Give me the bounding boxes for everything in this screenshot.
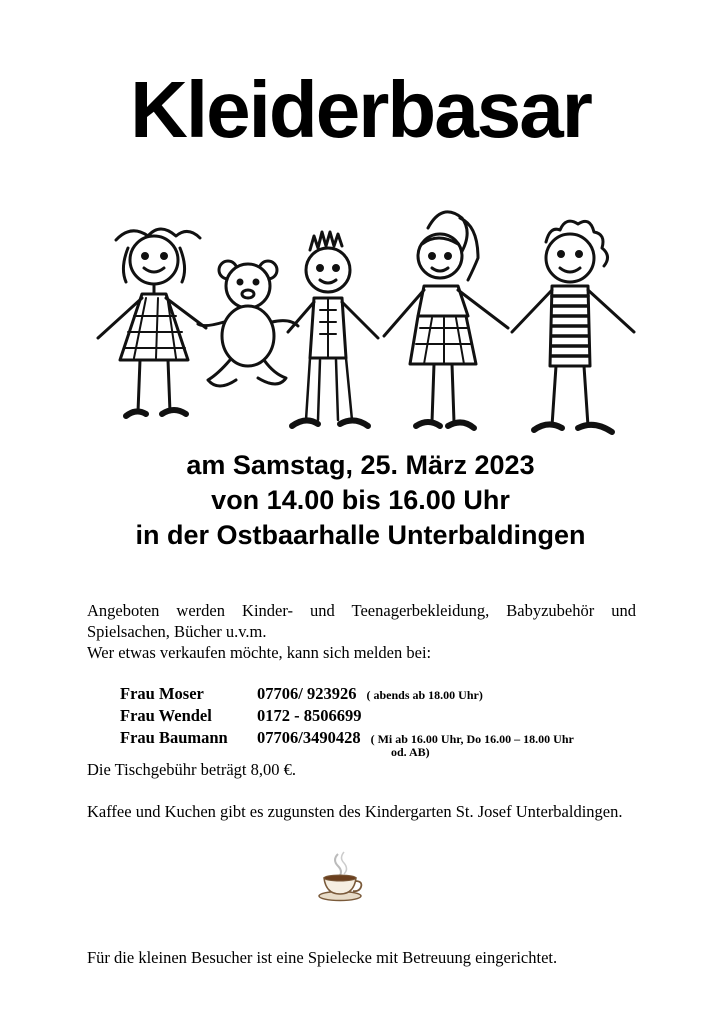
event-place: in der Ostbaarhalle Unterbaldingen [135, 520, 586, 550]
contact-note: ( abends ab 18.00 Uhr) [366, 688, 483, 702]
offer-text: Angeboten werden Kinder- und Teenagerbekleidung, Babyzubehör und Spielsachen, Bücher u.v.m. [87, 601, 636, 641]
teddy-bear-figure [198, 261, 298, 386]
contact-note: ( Mi ab 16.00 Uhr, Do 16.00 – 18.00 Uhr [370, 732, 574, 746]
girl-ponytail-figure [384, 212, 508, 428]
children-holding-hands-drawing [88, 198, 640, 446]
contact-note-continuation: od. AB) [391, 745, 430, 759]
contact-row [120, 683, 636, 705]
contact-name: Frau Moser [120, 684, 204, 703]
contact-list [120, 683, 636, 759]
event-date: am Samstag, 25. März 2023 [186, 450, 535, 480]
seller-prompt: Wer etwas verkaufen möchte, kann sich melden bei: [87, 643, 432, 662]
event-time: von 14.00 bis 16.00 Uhr [211, 485, 510, 515]
contact-phone: 07706/3490428 [257, 728, 361, 747]
contact-name: Frau Baumann [120, 728, 228, 747]
table-fee: Die Tischgebühr beträgt 8,00 €. [87, 760, 296, 779]
contact-phone: 07706/ 923926 [257, 684, 357, 703]
poster-body [87, 600, 636, 822]
boy-curly-hair-figure [512, 221, 634, 432]
event-details [0, 448, 721, 553]
coffee-cup-icon [316, 850, 364, 902]
poster-title: Kleiderbasar [130, 65, 591, 154]
contact-phone: 0172 - 8506699 [257, 706, 362, 725]
contact-row [120, 727, 636, 749]
cafe-text: Kaffee und Kuchen gibt es zugunsten des Kindergarten St. Josef Unterbaldingen. [87, 802, 623, 821]
contact-name: Frau Wendel [120, 706, 212, 725]
contact-row [120, 705, 636, 727]
boy-spiky-hair-figure [288, 232, 378, 426]
play-corner-text: Für die kleinen Besucher ist eine Spielecke mit Betreuung eingerichtet. [87, 947, 558, 967]
girl-with-braids-figure [98, 229, 206, 416]
